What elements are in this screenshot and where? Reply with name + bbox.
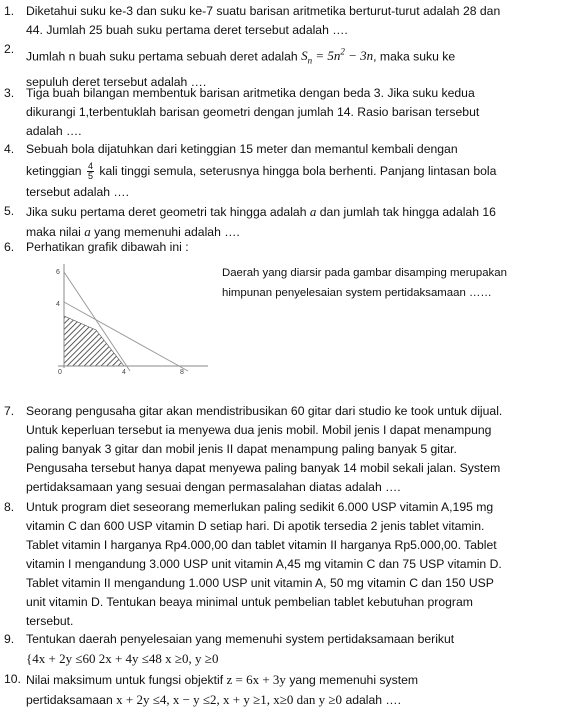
formula-symbol: S xyxy=(301,48,308,64)
question-text: kali tinggi semula, seterusnya hingga bola berhenti. Panjang lintasan bola xyxy=(95,164,497,178)
question-text: Jika suku pertama deret geometri tak hingga adalah xyxy=(26,205,310,219)
question-text-line: pertidaksamaan yang sesuai dengan permasalahan diatas adalah …. xyxy=(26,480,401,494)
question-text-line: tersebut. xyxy=(26,614,74,628)
question-text-line xyxy=(26,40,562,73)
question-text: yang memenuhi system xyxy=(285,673,419,687)
question-7 xyxy=(4,402,562,497)
formula-exponent: 2 xyxy=(340,47,345,57)
x-tick-label: 8 xyxy=(180,369,184,376)
objective-function: z = 6x + 3y xyxy=(226,672,286,687)
formula-sn xyxy=(301,47,374,66)
y-tick-label: 4 xyxy=(56,301,60,308)
x-tick-label: 4 xyxy=(122,369,126,376)
question-text-line: 44. Jumlah 25 buah suku pertama deret tersebut adalah …. xyxy=(26,23,348,37)
question-number: 2. xyxy=(4,42,15,56)
shaded-region xyxy=(64,316,124,366)
question-text: maka nilai xyxy=(26,225,85,239)
question-number: 5. xyxy=(4,204,15,218)
question-text: ketinggian xyxy=(26,164,85,178)
inequality-graph xyxy=(50,258,210,380)
question-text-line: Perhatikan grafik dibawah ini : xyxy=(26,240,189,254)
question-number: 1. xyxy=(4,4,15,18)
origin-label: 0 xyxy=(58,369,62,376)
graph-description-line: Daerah yang diarsir pada gambar disamping merupakan xyxy=(222,267,507,279)
question-number: 8. xyxy=(4,500,15,514)
question-text: dan jumlah tak hingga adalah 16 xyxy=(316,205,496,219)
question-text-line: adalah …. xyxy=(26,124,82,138)
question-text: adalah …. xyxy=(342,693,402,707)
question-text: pertidaksamaan xyxy=(26,693,117,707)
question-text-line: unit vitamin D. Tentukan beaya minimal untuk pembelian tablet kebutuhan program xyxy=(26,595,473,609)
question-text: Jumlah n buah suku pertama sebuah deret adalah xyxy=(26,49,302,64)
question-number: 7. xyxy=(4,404,15,418)
question-text-line: Tiga buah bilangan membentuk barisan aritmetika dengan beda 3. Jika suku kedua xyxy=(26,86,475,100)
question-text-line xyxy=(26,159,562,183)
graph-description-line: himpunan penyelesaian system pertidaksamaan …… xyxy=(222,287,492,299)
inequality-system: {4x + 2y ≤60 2x + 4y ≤48 x ≥0, y ≥0 xyxy=(26,651,219,666)
question-text-line xyxy=(26,690,562,710)
question-text-line: paling banyak 3 gitar dan mobil jenis II dapat menampung paling banyak 5 gitar. xyxy=(26,442,457,456)
question-number: 6. xyxy=(4,240,15,254)
question-number: 3. xyxy=(4,86,15,100)
question-text-line: vitamin I mengandung 3.000 USP unit vitamin A,45 mg vitamin C dan 75 USP vitamin D. xyxy=(26,557,502,571)
question-3 xyxy=(4,84,562,141)
question-number: 10. xyxy=(4,672,21,686)
question-text: , maka suku ke xyxy=(373,49,456,64)
graph-description xyxy=(222,263,562,303)
question-text-line: Tablet vitamin I harganya Rp4.000,00 dan tablet vitamin II harganya Rp5.000,00. Tablet xyxy=(26,538,497,552)
question-text-line: Diketahui suku ke-3 dan suku ke-7 suatu barisan aritmetika berturut-turut adalah 28 dan xyxy=(26,4,501,18)
formula-part: − 3n xyxy=(344,48,374,64)
question-text-line: Pengusaha tersebut hanya dapat menyewa paling banyak 14 mobil sekali jalan. System xyxy=(26,461,501,475)
question-text-line: sepuluh deret tersebut adalah …. xyxy=(26,74,207,89)
fraction-denominator: 5 xyxy=(87,171,93,182)
question-1 xyxy=(4,2,562,40)
question-text-line: Untuk keperluan tersebut ia menyewa dua jenis mobil. Mobil jenis I dapat menampung xyxy=(26,423,492,437)
question-text-line: Seorang pengusaha gitar akan mendistribusikan 60 gitar dari studio ke took untuk dijual. xyxy=(26,404,503,418)
question-text-line: Untuk program diet seseorang memerlukan paling sedikit 6.000 USP vitamin A,195 mg xyxy=(26,500,494,514)
y-tick-label: 6 xyxy=(56,269,60,276)
question-text-line: Sebuah bola dijatuhkan dari ketinggian 15 meter dan memantul kembali dengan xyxy=(26,142,458,156)
question-text-line: Tentukan daerah penyelesaian yang memenuhi system pertidaksamaan berikut xyxy=(26,632,455,646)
fraction xyxy=(87,162,94,181)
question-9 xyxy=(4,630,562,668)
formula-part: = 5n xyxy=(312,48,341,64)
question-text-line: vitamin C dan 600 USP vitamin D setiap hari. Di apotik tersedia 2 jenis tablet vitamin. xyxy=(26,519,485,533)
variable-a: a xyxy=(84,224,91,239)
question-text-line: tersebut adalah …. xyxy=(26,185,129,199)
question-text-line xyxy=(26,202,562,222)
question-number: 9. xyxy=(4,632,15,646)
question-8 xyxy=(4,498,562,631)
question-text-line xyxy=(26,670,562,690)
variable-a: a xyxy=(309,204,317,219)
question-text-line: Tablet vitamin II mengandung 1.000 USP unit vitamin A, 50 mg vitamin C dan 150 USP xyxy=(26,576,494,590)
formula-subscript: n xyxy=(307,55,313,66)
question-number: 4. xyxy=(4,142,15,156)
constraint-system: x + 2y ≤4, x − y ≤2, x + y ≥1, x≥0 dan y ≥0 xyxy=(116,692,343,707)
question-text: yang memenuhi adalah …. xyxy=(90,225,240,239)
question-4 xyxy=(4,140,562,202)
question-text-line: dikurangi 1,terbentuklah barisan geometri dengan jumlah 14. Rasio barisan tersebut xyxy=(26,105,480,119)
question-5 xyxy=(4,202,562,242)
question-6 xyxy=(4,238,562,257)
question-10 xyxy=(4,670,562,710)
fraction-numerator: 4 xyxy=(87,161,93,172)
question-text: Nilai maksimum untuk fungsi objektif xyxy=(26,673,227,687)
